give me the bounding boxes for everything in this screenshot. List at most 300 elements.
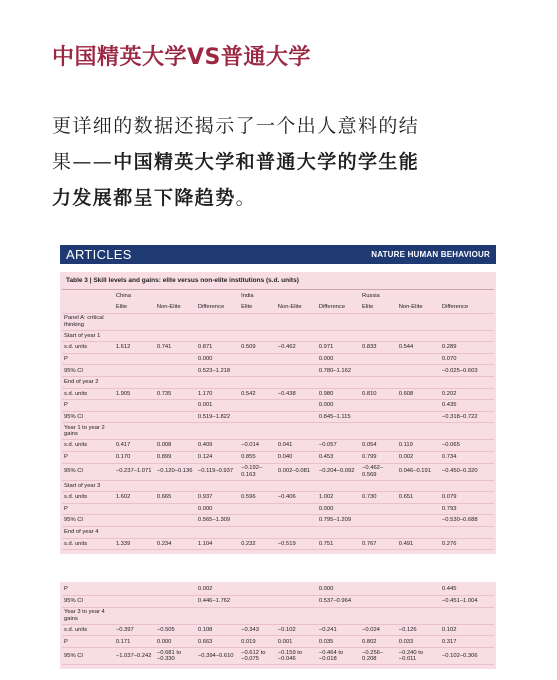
table-cell: 0.008	[155, 440, 196, 452]
table-row	[62, 330, 494, 342]
table-cell: 0.523–1.218	[196, 365, 239, 377]
table-cell	[114, 377, 155, 389]
table-cell: Non-Elite	[155, 302, 196, 314]
paragraph-line-2-plain: 果——	[52, 151, 114, 173]
table-cell: 0.079	[440, 492, 494, 504]
table-cell	[397, 584, 440, 596]
paragraph-line-1: 更详细的数据还揭示了一个出人意料的结	[52, 115, 420, 137]
table-cell: 0.751	[317, 538, 360, 550]
table-cell	[397, 607, 440, 624]
table-cell	[155, 353, 196, 365]
table-cell: 1.905	[114, 388, 155, 400]
table-cell	[276, 290, 317, 302]
table-cell: Start of year 3	[62, 480, 114, 492]
table-cell: 0.833	[360, 342, 397, 354]
table-cell	[397, 515, 440, 527]
table-cell: 0.899	[155, 452, 196, 464]
table-cell: −0.120–0.136	[155, 463, 196, 480]
table-cell	[360, 330, 397, 342]
table-cell	[239, 584, 276, 596]
table-cell	[276, 423, 317, 440]
table-cell	[196, 330, 239, 342]
table-cell	[239, 411, 276, 423]
table-row	[62, 440, 494, 452]
table-cell	[440, 330, 494, 342]
table-cell	[360, 400, 397, 412]
table-cell	[276, 527, 317, 539]
table-cell: P	[62, 400, 114, 412]
table-cell: −0.462–0.569	[360, 463, 397, 480]
table-cell: P	[62, 584, 114, 596]
table-cell	[62, 290, 114, 302]
paragraph-line-2-bold: 中国精英大学和普通大学的学生能	[113, 151, 420, 173]
table-cell	[397, 596, 440, 608]
table-cell: s.d. units	[62, 492, 114, 504]
table-cell	[360, 503, 397, 515]
table-cell	[360, 515, 397, 527]
table-cell	[397, 527, 440, 539]
table-row	[62, 480, 494, 492]
table-cell	[440, 423, 494, 440]
table-cell: Difference	[317, 302, 360, 314]
body-paragraph	[52, 108, 507, 216]
table-cell	[114, 596, 155, 608]
table-cell	[276, 330, 317, 342]
table-cell: Year 3 to year 4 gains	[62, 607, 114, 624]
table-row	[62, 503, 494, 515]
table-row	[62, 411, 494, 423]
table-cell: 95% CI	[62, 515, 114, 527]
table-cell: −0.014	[239, 440, 276, 452]
table-cell	[155, 411, 196, 423]
table-cell: Non-Elite	[397, 302, 440, 314]
table-cell	[397, 480, 440, 492]
table-cell: 0.417	[114, 440, 155, 452]
section-heading: 中国精英大学VS普通大学	[52, 45, 311, 70]
table-cell: 0.232	[239, 538, 276, 550]
table-cell: 95% CI	[62, 411, 114, 423]
table-cell	[114, 480, 155, 492]
table-row	[62, 624, 494, 636]
table-cell: 0.544	[397, 342, 440, 354]
table-row	[62, 302, 494, 314]
table-cell: −0.237–1.071	[114, 463, 155, 480]
table-cell	[239, 423, 276, 440]
table-cell: Start of year 1	[62, 330, 114, 342]
table-cell	[114, 503, 155, 515]
table-cell: Elite	[239, 302, 276, 314]
table-cell: 0.002	[397, 452, 440, 464]
table-cell: 0.054	[360, 440, 397, 452]
table-cell	[276, 411, 317, 423]
table-cell: −0.397	[114, 624, 155, 636]
table-cell: −0.102	[276, 624, 317, 636]
table-cell: End of year 2	[62, 377, 114, 389]
table-cell: 0.971	[317, 342, 360, 354]
table-cell	[239, 515, 276, 527]
table-cell: −0.612 to −0.075	[239, 648, 276, 665]
table-cell: 0.171	[114, 636, 155, 648]
table-caption: Table 3 | Skill levels and gains: elite versus non-elite institutions (s.d. units)	[62, 274, 494, 290]
table-cell	[397, 377, 440, 389]
table-cell: Year 1 to year 2 gains	[62, 423, 114, 440]
table-cell	[196, 423, 239, 440]
table-cell: 0.033	[397, 636, 440, 648]
table-row	[62, 636, 494, 648]
table-cell	[440, 313, 494, 330]
table-cell	[397, 423, 440, 440]
table-cell	[440, 480, 494, 492]
table-cell: 0.542	[239, 388, 276, 400]
table-row	[62, 596, 494, 608]
table-cell	[155, 290, 196, 302]
table-cell: 0.793	[440, 503, 494, 515]
table-cell: 0.234	[155, 538, 196, 550]
table-cell	[397, 353, 440, 365]
table-cell: 0.509	[239, 342, 276, 354]
table-cell: 0.289	[440, 342, 494, 354]
table-cell: −0.159 to −0.046	[276, 648, 317, 665]
table-cell: 0.741	[155, 342, 196, 354]
table-cell: 0.445	[440, 584, 494, 596]
table-cell: −0.406	[276, 492, 317, 504]
table-cell	[317, 313, 360, 330]
table-cell: −0.102–0.306	[440, 648, 494, 665]
table-cell: 0.453	[317, 452, 360, 464]
table-cell: 1.339	[114, 538, 155, 550]
table-cell	[360, 423, 397, 440]
table-cell: −0.530–0.688	[440, 515, 494, 527]
table-cell: 0.565–1.309	[196, 515, 239, 527]
table-cell	[155, 527, 196, 539]
table-cell	[276, 607, 317, 624]
table-cell: −0.394–0.610	[196, 648, 239, 665]
table-cell: 0.001	[276, 636, 317, 648]
table-cell: 0.000	[317, 503, 360, 515]
table-cell: 0.735	[155, 388, 196, 400]
table-cell: Difference	[440, 302, 494, 314]
table-cell: 0.170	[114, 452, 155, 464]
table-cell: −0.240 to −0.011	[397, 648, 440, 665]
table-cell: −0.192–0.163	[239, 463, 276, 480]
table-cell: 0.040	[276, 452, 317, 464]
table-cell	[397, 503, 440, 515]
table-cell: −0.451–1.004	[440, 596, 494, 608]
table-cell: P	[62, 353, 114, 365]
table-cell	[397, 290, 440, 302]
table-cell	[397, 400, 440, 412]
table-cell	[196, 290, 239, 302]
table-cell: 0.108	[196, 624, 239, 636]
table-row	[62, 365, 494, 377]
table-cell	[114, 411, 155, 423]
table-cell: 0.276	[440, 538, 494, 550]
table-cell	[276, 353, 317, 365]
table-cell: s.d. units	[62, 538, 114, 550]
table-cell	[155, 480, 196, 492]
table-row	[62, 527, 494, 539]
table-cell: −0.519	[276, 538, 317, 550]
table-cell	[317, 423, 360, 440]
table-cell: s.d. units	[62, 624, 114, 636]
table-cell: 0.119	[397, 440, 440, 452]
table-cell	[360, 584, 397, 596]
table-cell	[360, 313, 397, 330]
table-cell	[155, 503, 196, 515]
table-row	[62, 584, 494, 596]
table-cell: 0.000	[196, 353, 239, 365]
banner-journal-name: NATURE HUMAN BEHAVIOUR	[371, 250, 490, 259]
table-cell: 95% CI	[62, 648, 114, 665]
table-cell: −0.681 to −0.330	[155, 648, 196, 665]
table-cell: 0.435	[440, 400, 494, 412]
table-cell	[239, 503, 276, 515]
table-cell: 0.651	[397, 492, 440, 504]
table-cell	[155, 313, 196, 330]
table-row	[62, 648, 494, 665]
table-cell: −1.037–0.242	[114, 648, 155, 665]
table-cell: 1.170	[196, 388, 239, 400]
table-cell	[155, 400, 196, 412]
table-cell	[276, 503, 317, 515]
table-cell: −0.119–0.937	[196, 463, 239, 480]
table-cell	[317, 330, 360, 342]
table-cell: Elite	[114, 302, 155, 314]
table-cell: 95% CI	[62, 596, 114, 608]
table-cell	[440, 377, 494, 389]
table-row	[62, 353, 494, 365]
table-cell: China	[115, 292, 131, 299]
table-cell	[239, 313, 276, 330]
table-cell	[155, 607, 196, 624]
table-cell: 0.795–1.209	[317, 515, 360, 527]
table-cell	[155, 377, 196, 389]
table-cell	[196, 313, 239, 330]
table-cell	[114, 423, 155, 440]
table-cell	[114, 607, 155, 624]
table-cell	[440, 290, 494, 302]
table-cell: 0.802	[360, 636, 397, 648]
table-cell	[239, 365, 276, 377]
table-cell	[114, 353, 155, 365]
table-3-continued-box	[60, 582, 496, 669]
table-cell: 0.491	[397, 538, 440, 550]
table-cell: 0.980	[317, 388, 360, 400]
table-cell: 0.000	[317, 400, 360, 412]
table-cell: 0.871	[196, 342, 239, 354]
table-cell	[239, 480, 276, 492]
table-cell: 0.070	[440, 353, 494, 365]
table-cell	[239, 377, 276, 389]
table-cell: 0.937	[196, 492, 239, 504]
table-cell: 0.124	[196, 452, 239, 464]
table-cell: P	[62, 503, 114, 515]
table-cell	[360, 365, 397, 377]
table-cell	[196, 377, 239, 389]
table-cell	[360, 377, 397, 389]
table-row	[62, 290, 494, 302]
table-cell	[360, 607, 397, 624]
table-cell: −0.450–0.320	[440, 463, 494, 480]
table-cell	[239, 330, 276, 342]
table-cell: End of year 4	[62, 527, 114, 539]
table-cell	[317, 607, 360, 624]
table-cell: 0.019	[239, 636, 276, 648]
table-cell	[114, 365, 155, 377]
table-cell: 0.317	[440, 636, 494, 648]
table-cell	[276, 584, 317, 596]
table-cell	[276, 313, 317, 330]
table-row	[62, 423, 494, 440]
table-cell	[196, 607, 239, 624]
table-cell: 0.799	[360, 452, 397, 464]
table-cell: 0.596	[239, 492, 276, 504]
table-cell: s.d. units	[62, 388, 114, 400]
table-cell	[114, 313, 155, 330]
table-row	[62, 388, 494, 400]
table-cell: 0.000	[317, 584, 360, 596]
table-cell: −0.204–0.092	[317, 463, 360, 480]
table-cell: 0.446–1.762	[196, 596, 239, 608]
table-row	[62, 463, 494, 480]
table-cell: 0.663	[196, 636, 239, 648]
table-cell: 1.612	[114, 342, 155, 354]
article-excerpt	[60, 245, 496, 669]
table-cell	[155, 423, 196, 440]
table-cell	[276, 596, 317, 608]
table-cell: 0.035	[317, 636, 360, 648]
table-cell	[155, 365, 196, 377]
table-cell	[397, 313, 440, 330]
table-cell: −0.126	[397, 624, 440, 636]
table-cell	[276, 515, 317, 527]
table-cell: −0.505	[155, 624, 196, 636]
paragraph-line-3-end: 。	[235, 187, 257, 209]
table-row	[62, 313, 494, 330]
table-cell: Panel A: critical thinking	[62, 313, 114, 330]
table-cell	[317, 480, 360, 492]
table-cell	[360, 353, 397, 365]
table-cell	[239, 596, 276, 608]
table-cell: P	[62, 452, 114, 464]
table-cell	[114, 584, 155, 596]
table-cell	[155, 330, 196, 342]
table-cell: −0.462	[276, 342, 317, 354]
table-cell	[62, 302, 114, 314]
table-cell	[317, 290, 360, 302]
table-cell: −0.024	[360, 624, 397, 636]
table-cell: −0.057	[317, 440, 360, 452]
table-cell: 0.041	[276, 440, 317, 452]
table-cell	[114, 527, 155, 539]
table-cell: 0.845–1.115	[317, 411, 360, 423]
table-cell: 0.002–0.081	[276, 463, 317, 480]
table-cell: 0.002	[196, 584, 239, 596]
table-cell	[276, 365, 317, 377]
table-cell: 0.734	[440, 452, 494, 464]
table-cell: Russia	[362, 292, 380, 299]
table-row	[62, 342, 494, 354]
table-cell: 0.730	[360, 492, 397, 504]
page-gap	[60, 554, 496, 574]
table-cell	[276, 377, 317, 389]
table-cell	[155, 584, 196, 596]
table-cell: 95% CI	[62, 365, 114, 377]
table-cell: 0.000	[196, 503, 239, 515]
table-cell: −0.025–0.603	[440, 365, 494, 377]
table-cell	[397, 330, 440, 342]
table-cell: P	[62, 636, 114, 648]
table-cell	[397, 365, 440, 377]
journal-banner	[60, 245, 496, 264]
table-cell: 1.104	[196, 538, 239, 550]
table-cell: 0.000	[317, 353, 360, 365]
table-cell	[360, 480, 397, 492]
table-row	[62, 492, 494, 504]
table-cell: 0.519–1.822	[196, 411, 239, 423]
table-cell: −0.464 to −0.018	[317, 648, 360, 665]
table-cell: 0.046–0.191	[397, 463, 440, 480]
table-cell: −0.318–0.722	[440, 411, 494, 423]
table-cell: 0.001	[196, 400, 239, 412]
table-cell: 0.102	[440, 624, 494, 636]
table-row	[62, 515, 494, 527]
table-row	[62, 377, 494, 389]
table-cell: Non-Elite	[276, 302, 317, 314]
table-cell	[239, 400, 276, 412]
table-cell: −0.256–0.208	[360, 648, 397, 665]
table-cell	[239, 607, 276, 624]
skills-table-continued	[62, 584, 494, 665]
table-cell: −0.241	[317, 624, 360, 636]
table-cell	[360, 411, 397, 423]
table-cell: 0.767	[360, 538, 397, 550]
table-cell: India	[241, 292, 254, 299]
table-cell	[196, 527, 239, 539]
table-cell	[360, 596, 397, 608]
table-cell	[114, 400, 155, 412]
table-3-box	[60, 272, 496, 554]
table-cell	[196, 480, 239, 492]
table-cell: 0.810	[360, 388, 397, 400]
table-cell	[276, 480, 317, 492]
table-row	[62, 452, 494, 464]
table-cell	[155, 596, 196, 608]
banner-articles-label: ARTICLES	[66, 247, 132, 262]
table-cell: 0.202	[440, 388, 494, 400]
table-cell: −0.343	[239, 624, 276, 636]
table-cell	[317, 527, 360, 539]
table-cell: Elite	[360, 302, 397, 314]
table-cell: 0.665	[155, 492, 196, 504]
table-cell	[276, 400, 317, 412]
table-cell	[155, 515, 196, 527]
table-cell: 0.000	[155, 636, 196, 648]
table-cell: 1.602	[114, 492, 155, 504]
table-cell: s.d. units	[62, 342, 114, 354]
table-cell: −0.438	[276, 388, 317, 400]
table-cell	[239, 353, 276, 365]
table-cell: 0.409	[196, 440, 239, 452]
table-cell	[114, 330, 155, 342]
table-cell: 95% CI	[62, 463, 114, 480]
table-row	[62, 607, 494, 624]
table-cell: 0.537–0.964	[317, 596, 360, 608]
table-cell	[239, 527, 276, 539]
table-cell	[114, 515, 155, 527]
table-cell: s.d. units	[62, 440, 114, 452]
table-cell	[440, 527, 494, 539]
